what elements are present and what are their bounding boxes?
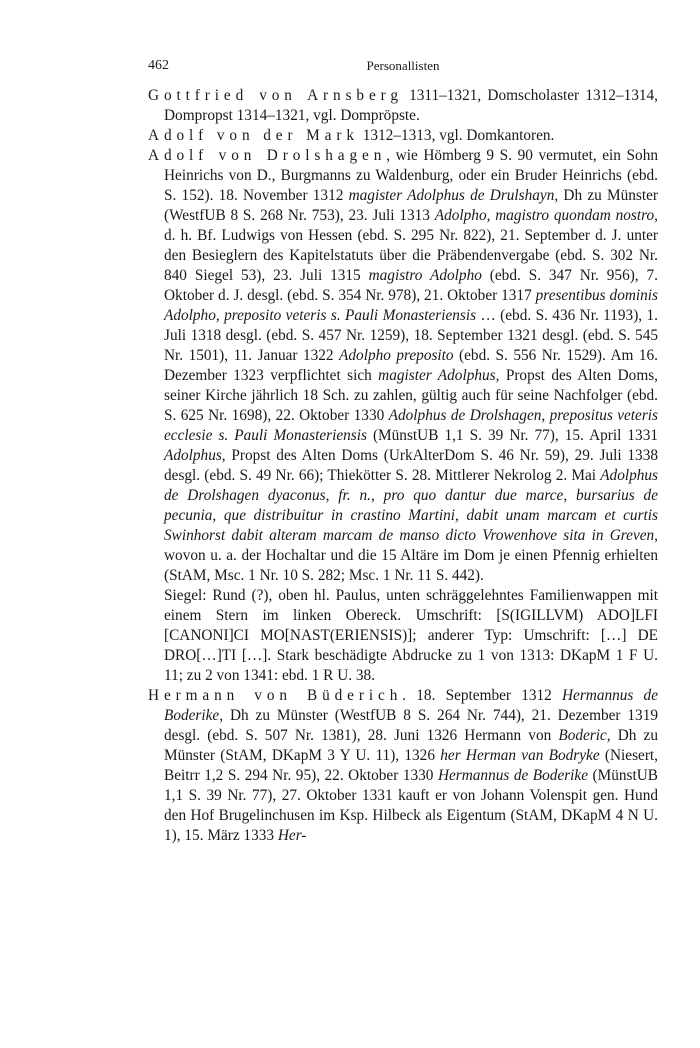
quotation-italic: magister Adolphus, [378,367,500,384]
entry-text: (MünstUB 1,1 S. 39 Nr. 77), 27. Oktober 1331 kauft er von Johann Volenspit gen. Hund den Hof Brugelinchusen im Ksp. Hilbeck als Eigentum (StAM, DKapM 4 N U. 1), 15. März 1333 [164,767,658,844]
entry-text: (ebd. S. 556 Nr. 1529). Am 16. Dezember 1323 verpflichtet sich [164,347,658,384]
entry-text: … (ebd. S. 436 Nr. 1193), 1. Juli 1318 desgl. (ebd. S. 457 Nr. 1259), 18. September 1321 desgl. (ebd. S. 545 Nr. 1501), 11. Januar 1322 [164,307,658,364]
entry-text: Dh zu Münster (WestfUB 8 S. 268 Nr. 753), 23. Juli 1313 [164,187,658,224]
quotation-italic: Adolphus de Drolshagen, prepositus veteris ecclesie s. Pauli Monasteriensis [164,407,658,444]
entry-name: Hermann von Büderich [148,687,403,704]
quotation-italic: Adolpho, magistro quondam nostro, [434,207,658,224]
seal-description: Siegel: Rund (?), oben hl. Paulus, unten schräggelehntes Familienwappen mit einem Stern im linken Obereck. Umschrift: [S(IGILLVM) ADO]LFI [CANONI]CI MO[NAST(ERIENSIS)]; anderer Typ: Umschrift: […] DE DRO[…]TI […]. Stark beschädigte Abdrucke zu 1 von 1313: DKapM 1 F U. 11; zu 2 von 1341: ebd. 1 R U. 38. [164,587,658,684]
entry-text: Dh zu Münster (WestfUB 8 S. 264 Nr. 744), 21. Dezember 1319 desgl. (ebd. S. 507 Nr. 1381), 28. Juni 1326 Hermann von [164,707,658,744]
entry-name: Gottfried von Arnsberg [148,87,403,104]
quotation-italic: her Herman van Bodryke [440,747,600,764]
entry-adolf-von-der-mark [148,126,658,146]
entry-text: Propst des Alten Doms (UrkAlterDom S. 46 Nr. 59), 29. Juli 1338 desgl. (ebd. S. 49 Nr. 66); Thiekötter S. 28. Mittlerer Nekrolog 2. Mai [164,447,658,484]
page-header [148,58,658,78]
quotation-italic: presentibus dominis Adolpho, preposito veteris s. Pauli Monasteriensis [164,287,658,324]
quotation-italic: magister Adolphus de Drulshayn, [348,187,559,204]
page-body [148,86,658,846]
entry-text: (MünstUB 1,1 S. 39 Nr. 77), 15. April 1331 [366,427,658,444]
page-number: 462 [148,58,169,73]
entry-text: (Niesert, Beitrr 1,2 S. 294 Nr. 95), 22. Oktober 1330 [164,747,658,784]
quotation-italic: magistro Adolpho [368,267,482,284]
quotation-italic: Hermannus de Boderike [437,767,589,784]
entry-text: 1312–1313, vgl. Domkantoren. [358,127,555,144]
entry-text: d. h. Bf. Ludwigs von Hessen (ebd. S. 295 Nr. 822), 21. September d. J. unter den Besieglern des Kapitelstatuts über die Präbendenvergabe (ebd. S. 302 Nr. 840 Siegel 53), 23. Juli 1315 [164,227,658,284]
entry-name: Adolf von Drolshagen [148,147,387,164]
entry-text: 1311–1321, Domscholaster 1312–1314, Dompropst 1314–1321, vgl. Dompröpste. [164,87,659,124]
entry-hermann-von-buederich [148,686,658,846]
entry-text: Propst des Alten Doms, seiner Kirche jährlich 18 Sch. zu zahlen, gültig auch für seine Nachfolger (ebd. S. 625 Nr. 1698), 22. Oktober 1330 [164,367,659,424]
quotation-italic: Adolpho preposito [339,347,454,364]
quotation-italic: Boderic, [558,727,611,744]
entry-text: . 18. September 1312 [402,687,562,704]
running-head: Personallisten [366,58,440,73]
entry-text: wovon u. a. der Hochaltar und die 15 Altäre im Dom je einen Pfennig erhielten (StAM, Msc. 1 Nr. 10 S. 282; Msc. 1 Nr. 11 S. 442). [164,547,658,584]
entry-gottfried-von-arnsberg [148,86,658,126]
quotation-italic: Her- [277,827,307,844]
entry-text: , wie Hömberg 9 S. 90 vermutet, ein Sohn Heinrichs von D., Burgmanns zu Waldenburg, oder ein Bruder Heinrichs (ebd. S. 152). 18. November 1312 [164,147,658,204]
entry-name: Adolf von der Mark [148,127,359,144]
entry-adolf-von-drolshagen [148,146,658,586]
quotation-italic: Hermannus de Boderike, [164,687,658,724]
quotation-italic: Adolphus, [164,447,226,464]
entry-text: (ebd. S. 347 Nr. 956), 7. Oktober d. J. desgl. (ebd. S. 354 Nr. 978), 21. Oktober 1317 [164,267,659,304]
entry-text: Dh zu Münster (StAM, DKapM 3 Y U. 11), 1326 [164,727,658,764]
quotation-italic: Adolphus de Drolshagen dyaconus, fr. n., pro quo dantur due marce, bursarius de pecunia, que distribuitur in crastino Martini, dabit unam marcam et curtis Swinhorst dabit alteram marcam de manso dicto Vrowenhove sita in Greven, [164,467,658,544]
